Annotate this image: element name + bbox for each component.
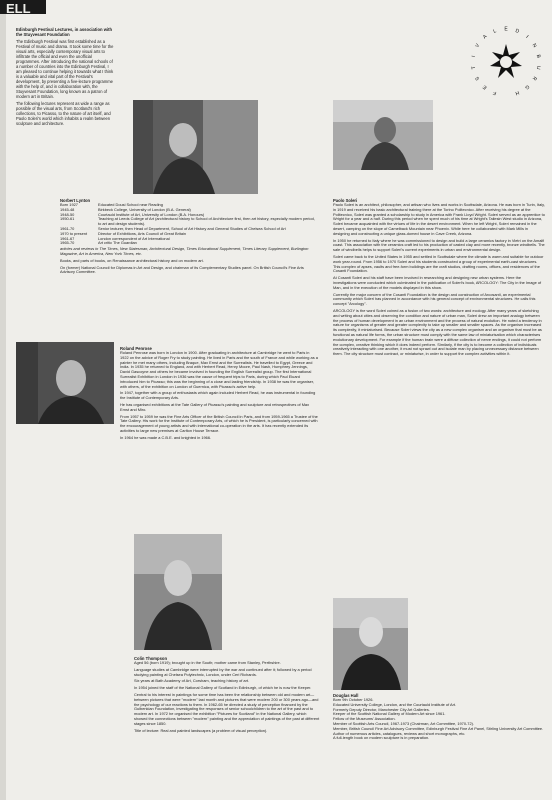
hall-photo — [333, 598, 408, 690]
lynton-cv-year: 1948-50 — [60, 211, 75, 217]
logo-letter: N — [530, 42, 538, 49]
hall-cv-line: Fellow of the Museums' Association. — [333, 716, 396, 722]
thompson-paragraph-5: Central to his interest in paintings for some time has been the relationship between old and modern art—between pictures that were "modern" last month and pictures that were modern 200 or 300 years ago—and the psychology of our reactions to them. In 1962-65 he directed a study of perception financed by the Gulbenkian Foundation, investigating the responses of senior schoolchildren to the art of the past and to modern art. In 1972 he organised the exhibition "Pictures for Scotland" in the National Gallery, which showed the connections between "modern" painting and the appreciation of paintings of the past at different stages since 1850. — [134, 691, 320, 726]
penrose-paragraph-2: In 1947, together with a group of enthusiasts which again included Herbert Read, he was instrumental in founding the Institute of Contemporary Arts. — [120, 390, 316, 401]
lynton-cv-detail: Birkbeck College, University of London (B.A. General) — [98, 206, 191, 212]
festival-logo — [466, 22, 546, 102]
thompson-section — [134, 656, 320, 735]
lynton-cv-year: 1965-70 — [60, 240, 75, 246]
penrose-name: Roland Penrose — [120, 346, 152, 351]
lynton-cv-year: 1950-61 — [60, 216, 75, 222]
hall-cv-line: Member of Scottish Arts Council, 1967-1973 (Chairman, Art Committee, 1970-72). — [333, 720, 474, 726]
lynton-cv-detail: Art critic The Guardian — [98, 240, 137, 246]
soleri-paragraph-1: Paolo Soleri is an architect, philosopher, and artisan who lives and works in Scottsdale, Arizona. He was born in Turin, Italy, in 1919 and received his basic architectural training there at the Torino Politecnico. After receiving his degree at the Politecnico, Soleri was granted a scholarship to study in America with Frank Lloyd Wright. Soleri served as an apprentice to Wright for a year and a half. During this period when he spent much of his time at Wright's Taliesin West studio in Arizona, Soleri became acquainted with the virtues of life in the desert environment. When he left Wright, Soleri remained in the desert, camping on the slope of Camelback Mountain near Phoenix. While here he collaborated with Mark Mills in designing and constructing a unique glass-domed house in Cave Creek, Arizona. — [333, 202, 545, 236]
thompson-paragraph-6: Title of lecture: Real and painted landscapes (a problem of visual perception). — [134, 727, 268, 733]
lynton-photo — [133, 100, 258, 194]
penrose-paragraph-4: From 1957 to 1959 he was the Fine Arts Officer of the British Council in Paris, and from 1959-1965 a Trustee of the Tate Gallery. His work for the Institute of Contemporary Arts, of which he is President, is particularly concerned with the encouragement of young artists and with international co-operation in the arts. It has recently extended its activities to large new premises at Carlton House Terrace. — [120, 413, 318, 433]
logo-letter: E — [504, 26, 508, 33]
penrose-section — [120, 346, 318, 443]
lynton-cv-detail: Teaching at Leeds College of Art (architectural history to School of Architecture first, then art history, especially modern period, to art and design students). — [98, 216, 315, 227]
penrose-paragraph-3: He has organised exhibitions at the Tate Gallery of Picasso's painting and sculpture and retrospectives of Max Ernst and Miro. — [120, 401, 310, 412]
lynton-cv-detail: Courtauld Institute of Art, University of London (B.A. Honours) — [98, 211, 205, 217]
lynton-cv-year: 1970 to present — [60, 230, 88, 236]
soleri-paragraph-6: ARCOLOGY is the word Soleri coined as a fusion of two words: architecture and ecology. After many years of sketching and writing about cities and observing the condition and nature of urban man, Soleri drew an important analogy between the process of human development in an urban environment and the process of natural evolution. He noted a tendency in nature for organisms of greater and greater complexity to take up smaller and smaller spaces. As the organism increased its complexity, it miniaturised. Because Soleri views the city as a new complex organism and an organism that must be as functional as natural life forms, the urban structure must comply with the same law of miniaturisation which characterises evolutionary development. For example if the human brain were a diffuse collection of nerve endings, it could not perform the complex, creative thinking which it does indeed perform. Similarly, if the city is to become a collection of individuals creatively interacting with one another, it must not sprawl out and isolate man by placing unnecessary distance between them. The city structure must contract, or miniaturise, in order to support the complex activities within it. — [333, 307, 542, 357]
soleri-paragraph-4: At Cosanti Soleri and his staff have been involved in researching and designing new urban systems. Here the investigations were conducted which culminated in the publication of Soleri's book, ARCOLOGY: The City in the Image of Man, and in the execution of the models displayed in this show. — [333, 275, 542, 290]
intro-paragraph-2: The following lectures represent as wide a range as possible of the visual arts, from Scotland's rich collections, to Picasso, to the nature of art itself, and Paolo Soleri's world which inhabits a realm between sculpture and architecture. — [16, 101, 111, 126]
hall-name: Douglas Hall — [333, 693, 359, 698]
thompson-paragraph-1: Aged 56 (born 1919); brought up in the South; mother came from Stanley, Perthshire. — [134, 660, 281, 665]
intro-heading: Edinburgh Festival Lectures, in association with the Stuyvesant Foundation — [16, 27, 113, 37]
hall-section — [333, 693, 545, 741]
soleri-paragraph-3: Soleri came back to the United States in 1955 and settled in Scottsdale where the climate is warm and suitable for outdoor work year-round. From 1956 to 1970 Soleri and his students constructed a group of experimental earth-cast structures. This complex of apses, vaults and free-form buildings are the craft studios, drafting rooms, offices, and residences of the Cosanti Foundation. — [333, 253, 544, 274]
hall-cv-line: Born 9th October 1926. — [333, 697, 374, 702]
lynton-books: Books, and parts of books, on Renaissance architectural history and on modern art. — [60, 257, 204, 263]
lynton-articles: articles and reviews in The Times, New Statesman, Architectural Design, Times Educational Supplement, Times Literary Supplement, Burlington Magazine, Art in America, New York Times, etc. — [60, 246, 309, 256]
intro-paragraph-1: The Edinburgh Festival was first established as a Festival of music and drama. It took some time for the visual arts, especially contemporary visual arts to infiltrate the official and even the unofficial programmes. After introducing the national schools of a number of countries into the Edinburgh Festival, I am pleased to continue helping it towards what I think is a valuable and vital part of the Festival's development, by presenting a five-lecture programme with the help of, and in collaboration with, the Stuyvesant Foundation, long known as a patron of modern art in Britain. — [16, 39, 114, 99]
hall-cv-line: A full-length book on modern sculpture is in preparation. — [333, 735, 430, 741]
logo-letter: F — [492, 89, 498, 96]
logo-letter: A — [481, 33, 489, 41]
soleri-section — [333, 198, 545, 359]
lynton-committees: On (former) National Council for Diplomas in Art and Design, and chairman of its Complementary Studies panel. On British Council's Fine Arts Advisory Committee. — [60, 264, 304, 275]
lynton-cv-year: Born 1927 — [60, 202, 78, 207]
lynton-cv-detail: Educated Dousi School near Reading — [98, 202, 163, 207]
logo-letter: H — [514, 89, 520, 96]
logo-letter: R — [530, 75, 538, 82]
page-edge — [0, 0, 6, 800]
logo-letter: S — [474, 75, 482, 82]
lynton-cv-year: 1961-67 — [60, 235, 75, 241]
hall-cv-line: Keeper of the Scottish National Gallery of Modern Art since 1961. — [333, 711, 446, 717]
soleri-paragraph-5: Currently the major concern of the Cosanti Foundation is the design and construction of Arcosanti, an experimental community which Soleri has planned in accordance with his general concept of environmental structures. He calls this concept "Arcology". — [333, 291, 536, 307]
penrose-photo — [16, 342, 114, 424]
soleri-paragraph-2: In 1950 he returned to Italy where he was commissioned to design and build a large ceramics factory in Vietri on the Amalfi coast. This association with the ceramics craft led to his production of casted clay and more recently, bronze windbells. The sale of windbells helps to support Soleri's current experiments in urban and environmental design. — [333, 237, 545, 253]
soleri-photo — [333, 100, 433, 170]
lynton-section — [60, 198, 318, 277]
logo-letter: I — [470, 55, 478, 58]
logo-letter: D — [514, 28, 520, 35]
logo-letter: U — [534, 65, 542, 70]
logo-letter: L — [492, 28, 498, 35]
logo-letter: T — [470, 65, 478, 70]
lynton-cv-year: 1945-48 — [60, 206, 75, 212]
logo-letter: I — [524, 34, 530, 40]
hall-cv-list — [333, 698, 545, 741]
festival-logo-graphic — [466, 22, 546, 102]
masthead-text: ELL — [6, 1, 31, 14]
soleri-name: Paolo Soleri — [333, 198, 358, 203]
hall-cv-line: Formerly Deputy Director, Manchester City Art Galleries. — [333, 706, 430, 712]
logo-letter: V — [474, 42, 482, 49]
thompson-photo — [134, 534, 222, 650]
penrose-paragraph-1: Roland Penrose was born in London in 1900. After graduating in architecture at Cambridge he went to Paris in 1922 on the advice of Roger Fry to study painting. He lived in Paris and the south of France and while working as a painter he met many others, including Braque, Max Ernst and the Surrealists. He travelled to Egypt, Greece and India. In 1935 he returned to England, and with Herbert Read, Henry Moore, Paul Nash, Humphrey Jennings, David Gascoyne and others he became involved in founding the English Surrealist group. The first International Surrealist Exhibition in London in 1936 was the cause of frequent trips to Paris, during which Paul Eluard introduced him to Picasso; this was the beginning of a close and lasting friendship. In 1938 he was the organiser, with others, of the exhibition on London of Guernica, with Picasso's active help. — [120, 350, 318, 389]
hall-cv-line: Author of numerous articles, catalogues, reviews and short monographs, etc. — [333, 730, 466, 736]
logo-letter: B — [534, 54, 542, 59]
lynton-cv-year: 1961-70 — [60, 225, 75, 231]
thompson-paragraph-3: Six years at Bath Academy of Art, Corsham, teaching history of art. — [134, 678, 250, 684]
hall-cv-line: Educated University College, London, and the Courtauld Institute of Art. — [333, 701, 457, 707]
lynton-cv-detail: Senior lecturer, then Head of Department, School of Art History and General Studies of Chelsea School of Art — [98, 225, 286, 231]
hall-cv-line: Member, British Council Fine Art Advisory Committee, Edinburgh Festival Fine Art Panel, Stirling University Art Committee. — [333, 725, 544, 731]
lynton-cv-list — [60, 203, 318, 246]
logo-letter: G — [523, 83, 531, 91]
intro-block — [16, 27, 114, 128]
penrose-paragraph-5: In 1964 he was made a C.B.E. and knighted in 1966. — [120, 434, 212, 440]
masthead — [0, 0, 46, 14]
logo-letter: E — [481, 83, 489, 91]
lynton-name: Norbert Lynton — [60, 198, 91, 203]
thompson-name: Colin Thompson — [134, 656, 168, 661]
thompson-paragraph-4: In 1954 joined the staff of the National Gallery of Scotland in Edinburgh, of which he is now the Keeper. — [134, 685, 312, 691]
lynton-cv-detail: Director of Exhibitions, Arts Council of Great Britain — [98, 230, 187, 236]
lynton-cv-detail: London correspondent of Art International — [98, 235, 170, 241]
thompson-paragraph-2: Language studies at Cambridge were interrupted by the war and continued after it; followed by a period studying painting at Chelsea Polytechnic, London, under Ceri Richards. — [134, 666, 312, 677]
